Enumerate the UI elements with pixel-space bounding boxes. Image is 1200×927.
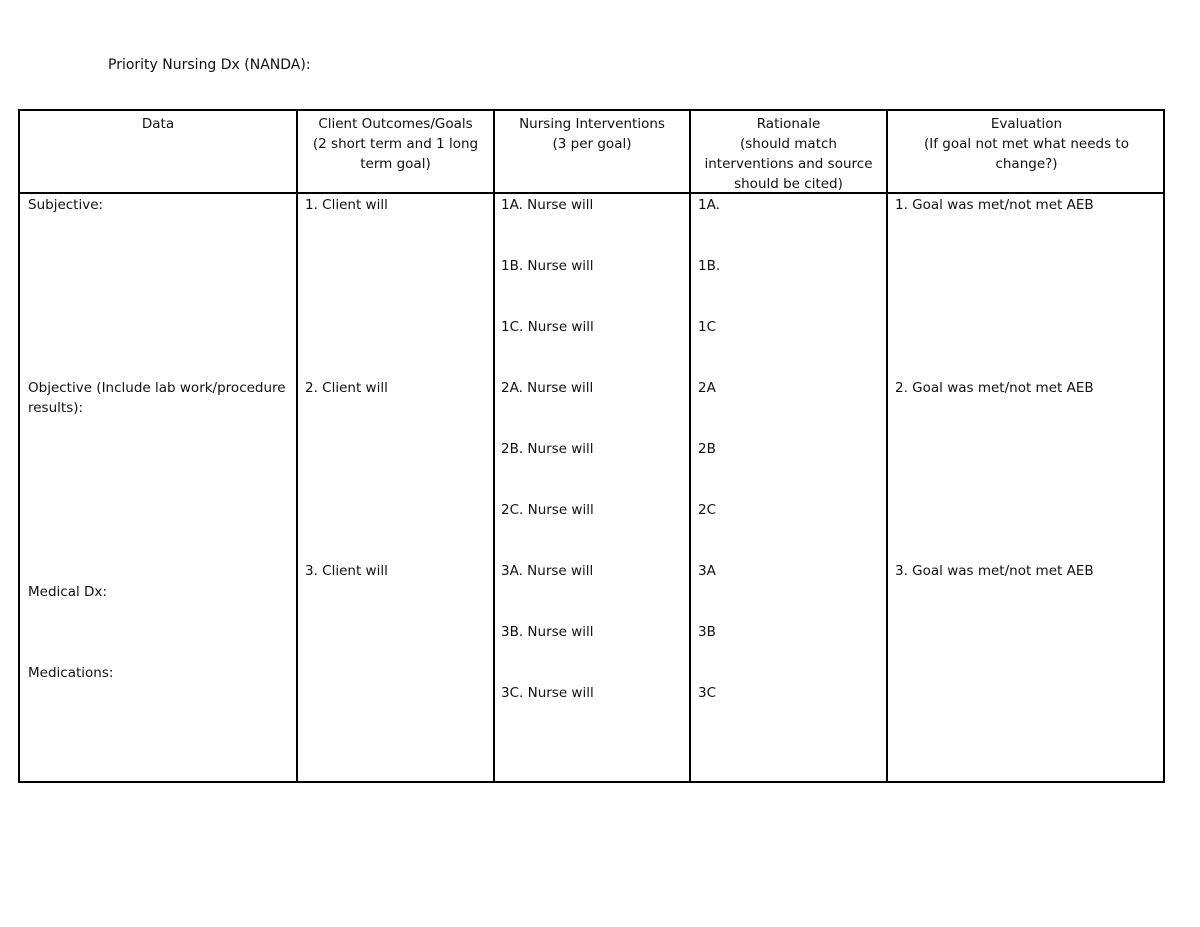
rationale-3a: 3A: [698, 563, 716, 579]
rationale-1c: 1C: [698, 319, 717, 335]
header-rationale: Rationale (should match interventions and source should be cited): [704, 116, 873, 192]
goal-2: 2. Client will: [305, 380, 388, 396]
rationale-3b: 3B: [698, 624, 716, 640]
intervention-2b: 2B. Nurse will: [501, 441, 594, 457]
intervention-3c: 3C. Nurse will: [501, 685, 594, 701]
data-objective-cont: results):: [28, 400, 84, 416]
header-evaluation: Evaluation (If goal not met what needs to change?): [924, 116, 1129, 172]
care-plan-table: [18, 109, 1165, 783]
header-data: Data: [141, 116, 175, 132]
header-outcomes: Client Outcomes/Goals (2 short term and 1 long term goal): [312, 116, 479, 172]
rationale-1b: 1B.: [698, 258, 721, 274]
page-title: Priority Nursing Dx (NANDA):: [108, 57, 311, 73]
header-interventions: Nursing Interventions (3 per goal): [519, 116, 665, 152]
column-divider: [296, 111, 298, 781]
column-divider: [689, 111, 691, 781]
data-subjective: Subjective:: [28, 197, 104, 213]
goal-3: 3. Client will: [305, 563, 388, 579]
rationale-1a: 1A.: [698, 197, 720, 213]
evaluation-1: 1. Goal was met/not met AEB: [895, 197, 1094, 213]
intervention-1c: 1C. Nurse will: [501, 319, 594, 335]
intervention-1b: 1B. Nurse will: [501, 258, 594, 274]
header-divider: [20, 192, 1163, 194]
data-objective: Objective (Include lab work/procedure: [28, 380, 286, 396]
rationale-2a: 2A: [698, 380, 716, 396]
evaluation-3: 3. Goal was met/not met AEB: [895, 563, 1094, 579]
evaluation-2: 2. Goal was met/not met AEB: [895, 380, 1094, 396]
intervention-2a: 2A. Nurse will: [501, 380, 594, 396]
column-divider: [886, 111, 888, 781]
column-divider: [493, 111, 495, 781]
rationale-3c: 3C: [698, 685, 717, 701]
goal-1: 1. Client will: [305, 197, 388, 213]
intervention-3a: 3A. Nurse will: [501, 563, 594, 579]
data-medical-dx: Medical Dx:: [28, 584, 107, 600]
intervention-3b: 3B. Nurse will: [501, 624, 594, 640]
intervention-1a: 1A. Nurse will: [501, 197, 594, 213]
intervention-2c: 2C. Nurse will: [501, 502, 594, 518]
rationale-2c: 2C: [698, 502, 717, 518]
data-medications: Medications:: [28, 665, 114, 681]
rationale-2b: 2B: [698, 441, 716, 457]
